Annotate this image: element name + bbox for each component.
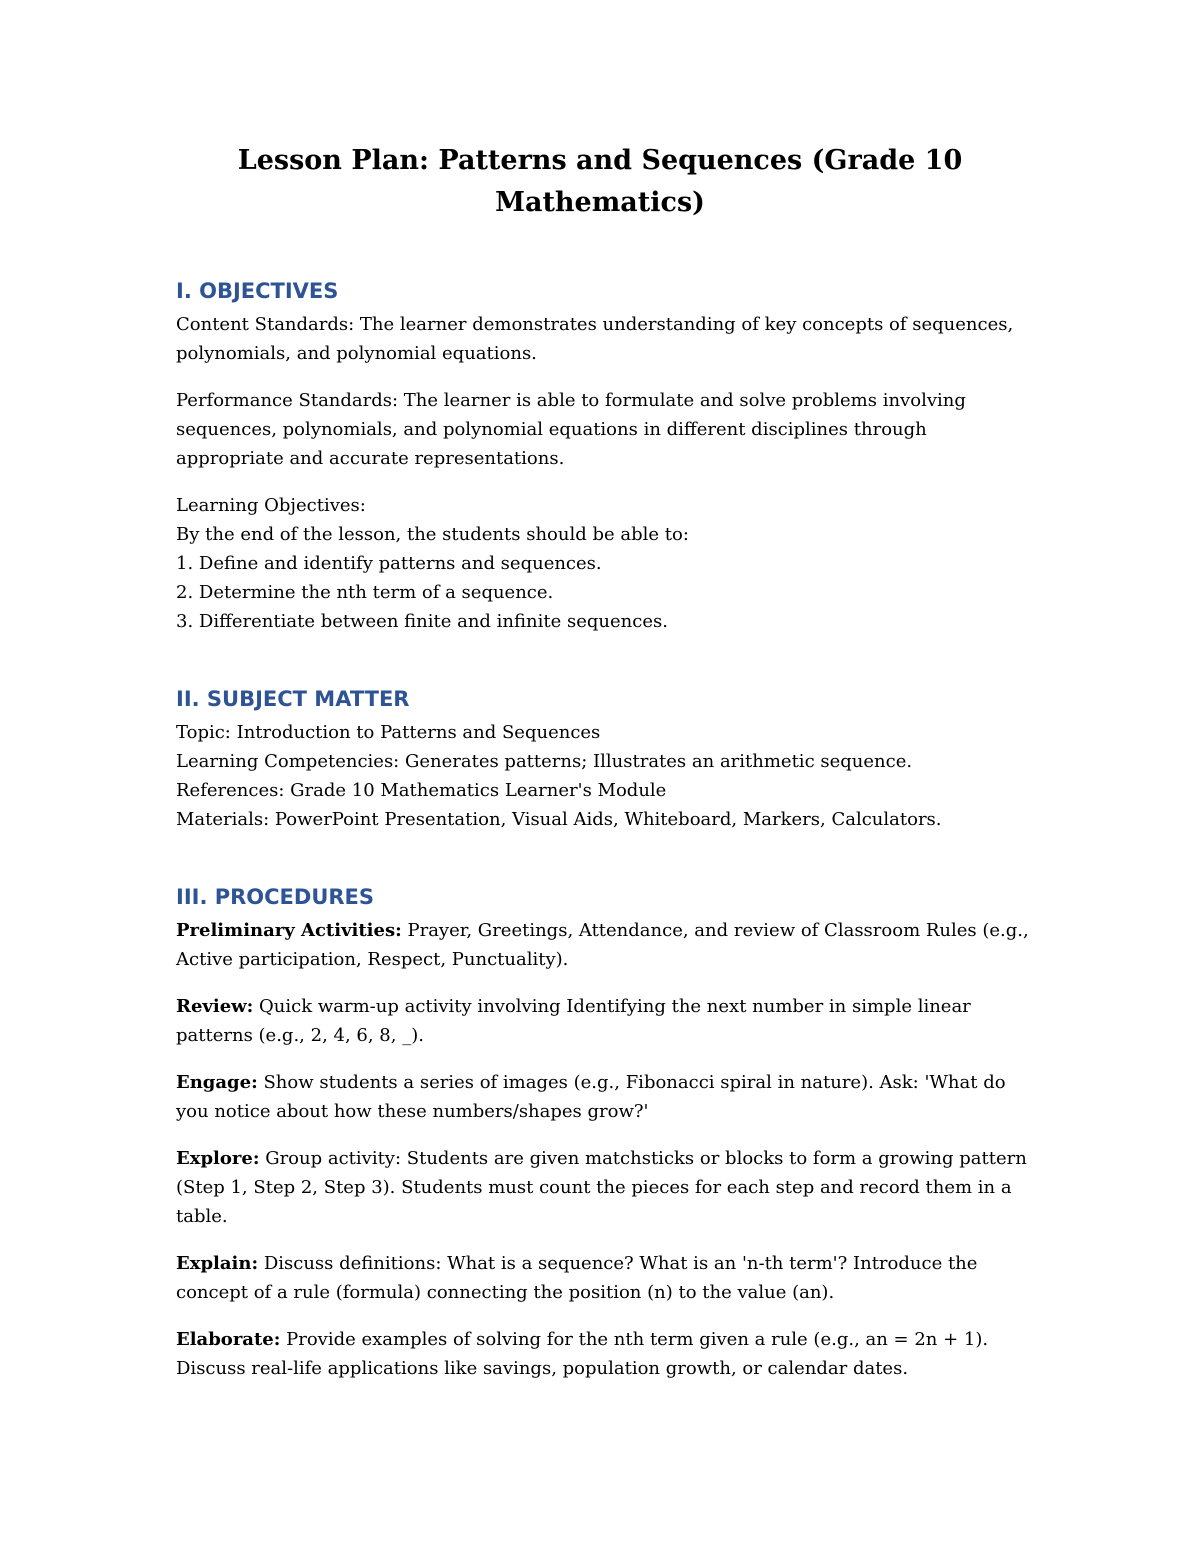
procedure-label: Engage: [176,1072,258,1093]
procedure-review [176,992,1036,1050]
subject-competencies: Learning Competencies: Generates patterns; Illustrates an arithmetic sequence. [176,751,913,772]
procedure-text: Quick warm-up activity involving Identifying the next number in simple linear patterns (e.g., 2, 4, 6, 8, _). [176,996,971,1046]
objective-item: 3. Differentiate between finite and infinite sequences. [176,611,668,632]
procedures-heading: III. PROCEDURES [176,885,375,909]
subject-topic: Topic: Introduction to Patterns and Sequences [176,722,601,743]
objective-item: 2. Determine the nth term of a sequence. [176,582,554,603]
procedure-label: Review: [176,996,254,1017]
subject-materials: Materials: PowerPoint Presentation, Visual Aids, Whiteboard, Markers, Calculators. [176,809,942,830]
learning-objectives-intro: By the end of the lesson, the students should be able to: [176,524,689,545]
procedure-label: Preliminary Activities: [176,920,402,941]
learning-objectives-label: Learning Objectives: [176,495,366,516]
procedure-explain [176,1249,1036,1307]
document-body [176,276,1036,1383]
procedure-label: Elaborate: [176,1329,281,1350]
procedure-label: Explore: [176,1148,260,1169]
objective-item: 1. Define and identify patterns and sequences. [176,553,602,574]
procedure-text: Show students a series of images (e.g., Fibonacci spiral in nature). Ask: 'What do you notice about how these numbers/shapes grow?' [176,1072,1006,1122]
procedure-elaborate [176,1325,1036,1383]
procedure-explore [176,1144,1036,1231]
page-title: Lesson Plan: Patterns and Sequences (Grade 10 Mathematics) [237,145,963,218]
procedure-text: Prayer, Greetings, Attendance, and review of Classroom Rules (e.g., Active participation, Respect, Punctuality). [176,920,1029,970]
procedure-text: Provide examples of solving for the nth term given a rule (e.g., an = 2n + 1). Discuss real-life applications like savings, population growth, or calendar dates. [176,1329,989,1379]
procedure-label: Explain: [176,1253,259,1274]
subject-references: References: Grade 10 Mathematics Learner's Module [176,780,667,801]
procedure-engage [176,1068,1036,1126]
objectives-heading: I. OBJECTIVES [176,279,339,303]
performance-standards: Performance Standards: The learner is able to formulate and solve problems involving sequences, polynomials, and polynomial equations in different disciplines through appropriate and accurate representations. [176,390,966,469]
subject-matter-heading: II. SUBJECT MATTER [176,687,410,711]
procedure-text: Group activity: Students are given matchsticks or blocks to form a growing pattern (Step 1, Step 2, Step 3). Students must count the pieces for each step and record them in a table. [176,1148,1027,1227]
procedures-section [176,882,1036,1383]
procedure-text: Discuss definitions: What is a sequence? What is an 'n-th term'? Introduce the concept of a rule (formula) connecting the position (n) to the value (an). [176,1253,978,1303]
content-standards: Content Standards: The learner demonstrates understanding of key concepts of sequences, polynomials, and polynomial equations. [176,314,1014,364]
procedure-preliminary [176,916,1036,974]
